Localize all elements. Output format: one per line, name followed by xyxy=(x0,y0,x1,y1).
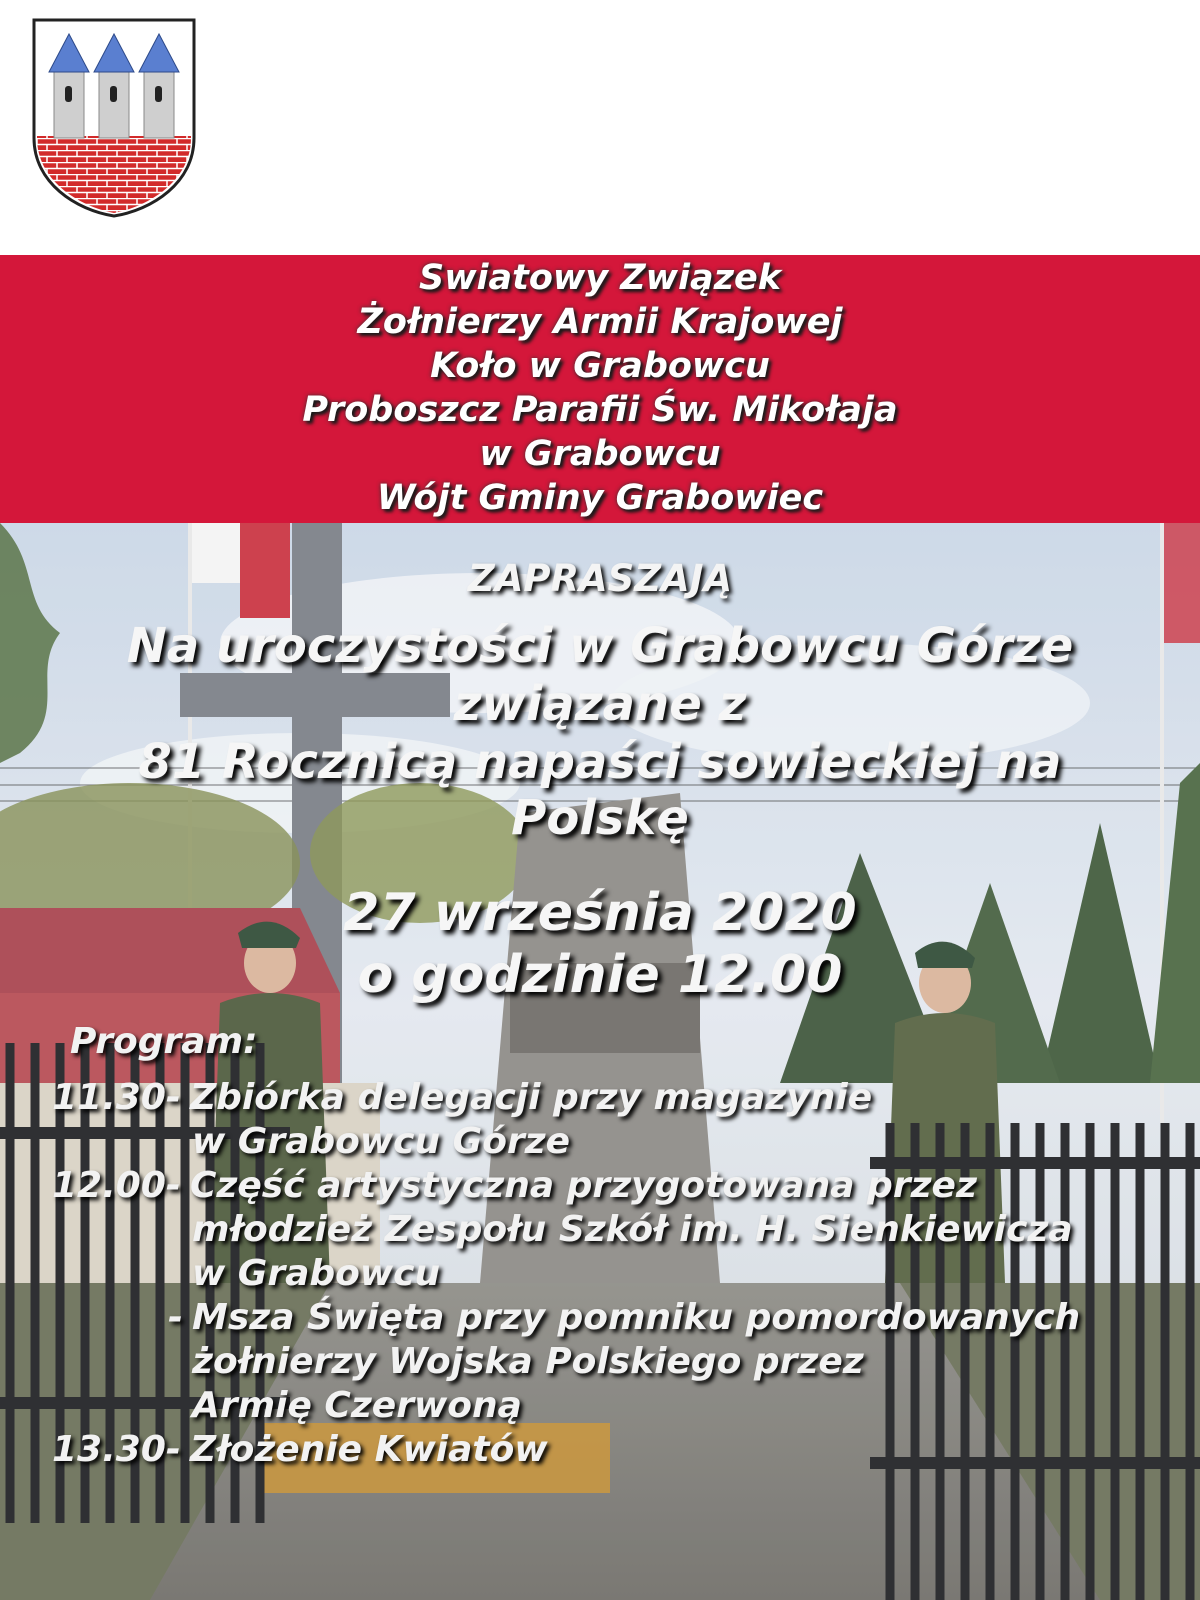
organizer-line: w Grabowcu xyxy=(479,434,721,474)
program-text: Msza Święta przy pomniku pomordowanych xyxy=(192,1297,1081,1338)
headline-line: Na uroczystości w Grabowcu Górze xyxy=(126,618,1074,674)
program-text: żołnierzy Wojska Polskiego przez xyxy=(192,1341,864,1382)
organizers-list xyxy=(0,256,1200,520)
program-time: - xyxy=(168,1297,183,1338)
program-text: w Grabowcu Górze xyxy=(192,1121,571,1162)
program-text: Część artystyczna przygotowana przez xyxy=(190,1165,977,1206)
event-date: 27 września 2020 xyxy=(343,883,857,943)
organizer-line: Wójt Gminy Grabowiec xyxy=(376,478,824,518)
coat-of-arms-emblem xyxy=(32,18,196,218)
program-label: Program: xyxy=(70,1021,258,1062)
headline-line: związane z xyxy=(453,676,747,732)
organizer-line: Koło w Grabowcu xyxy=(430,346,770,386)
organizer-line: Swiatowy Związek xyxy=(419,258,781,298)
program-text: w Grabowcu xyxy=(192,1253,441,1294)
program-text: Armię Czerwoną xyxy=(192,1385,522,1426)
organizer-line: Żołnierzy Armii Krajowej xyxy=(357,302,843,342)
program-text: Zbiórka delegacji przy magazynie xyxy=(190,1077,873,1118)
program-time: 11.30- xyxy=(52,1077,181,1118)
program-text: młodzież Zespołu Szkół im. H. Sienkiewicza xyxy=(192,1209,1073,1250)
program-text: Złożenie Kwiatów xyxy=(190,1429,548,1470)
organizer-line: Proboszcz Parafii Św. Mikołaja xyxy=(302,390,898,430)
event-time: o godzinie 12.00 xyxy=(357,945,843,1005)
program-time: 12.00- xyxy=(52,1165,181,1206)
invite-heading: ZAPRASZAJĄ xyxy=(467,557,733,600)
program-time: 13.30- xyxy=(52,1429,181,1470)
headline-line: Polskę xyxy=(511,790,689,846)
headline-line: 81 Rocznicą napaści sowieckiej na xyxy=(138,734,1062,790)
